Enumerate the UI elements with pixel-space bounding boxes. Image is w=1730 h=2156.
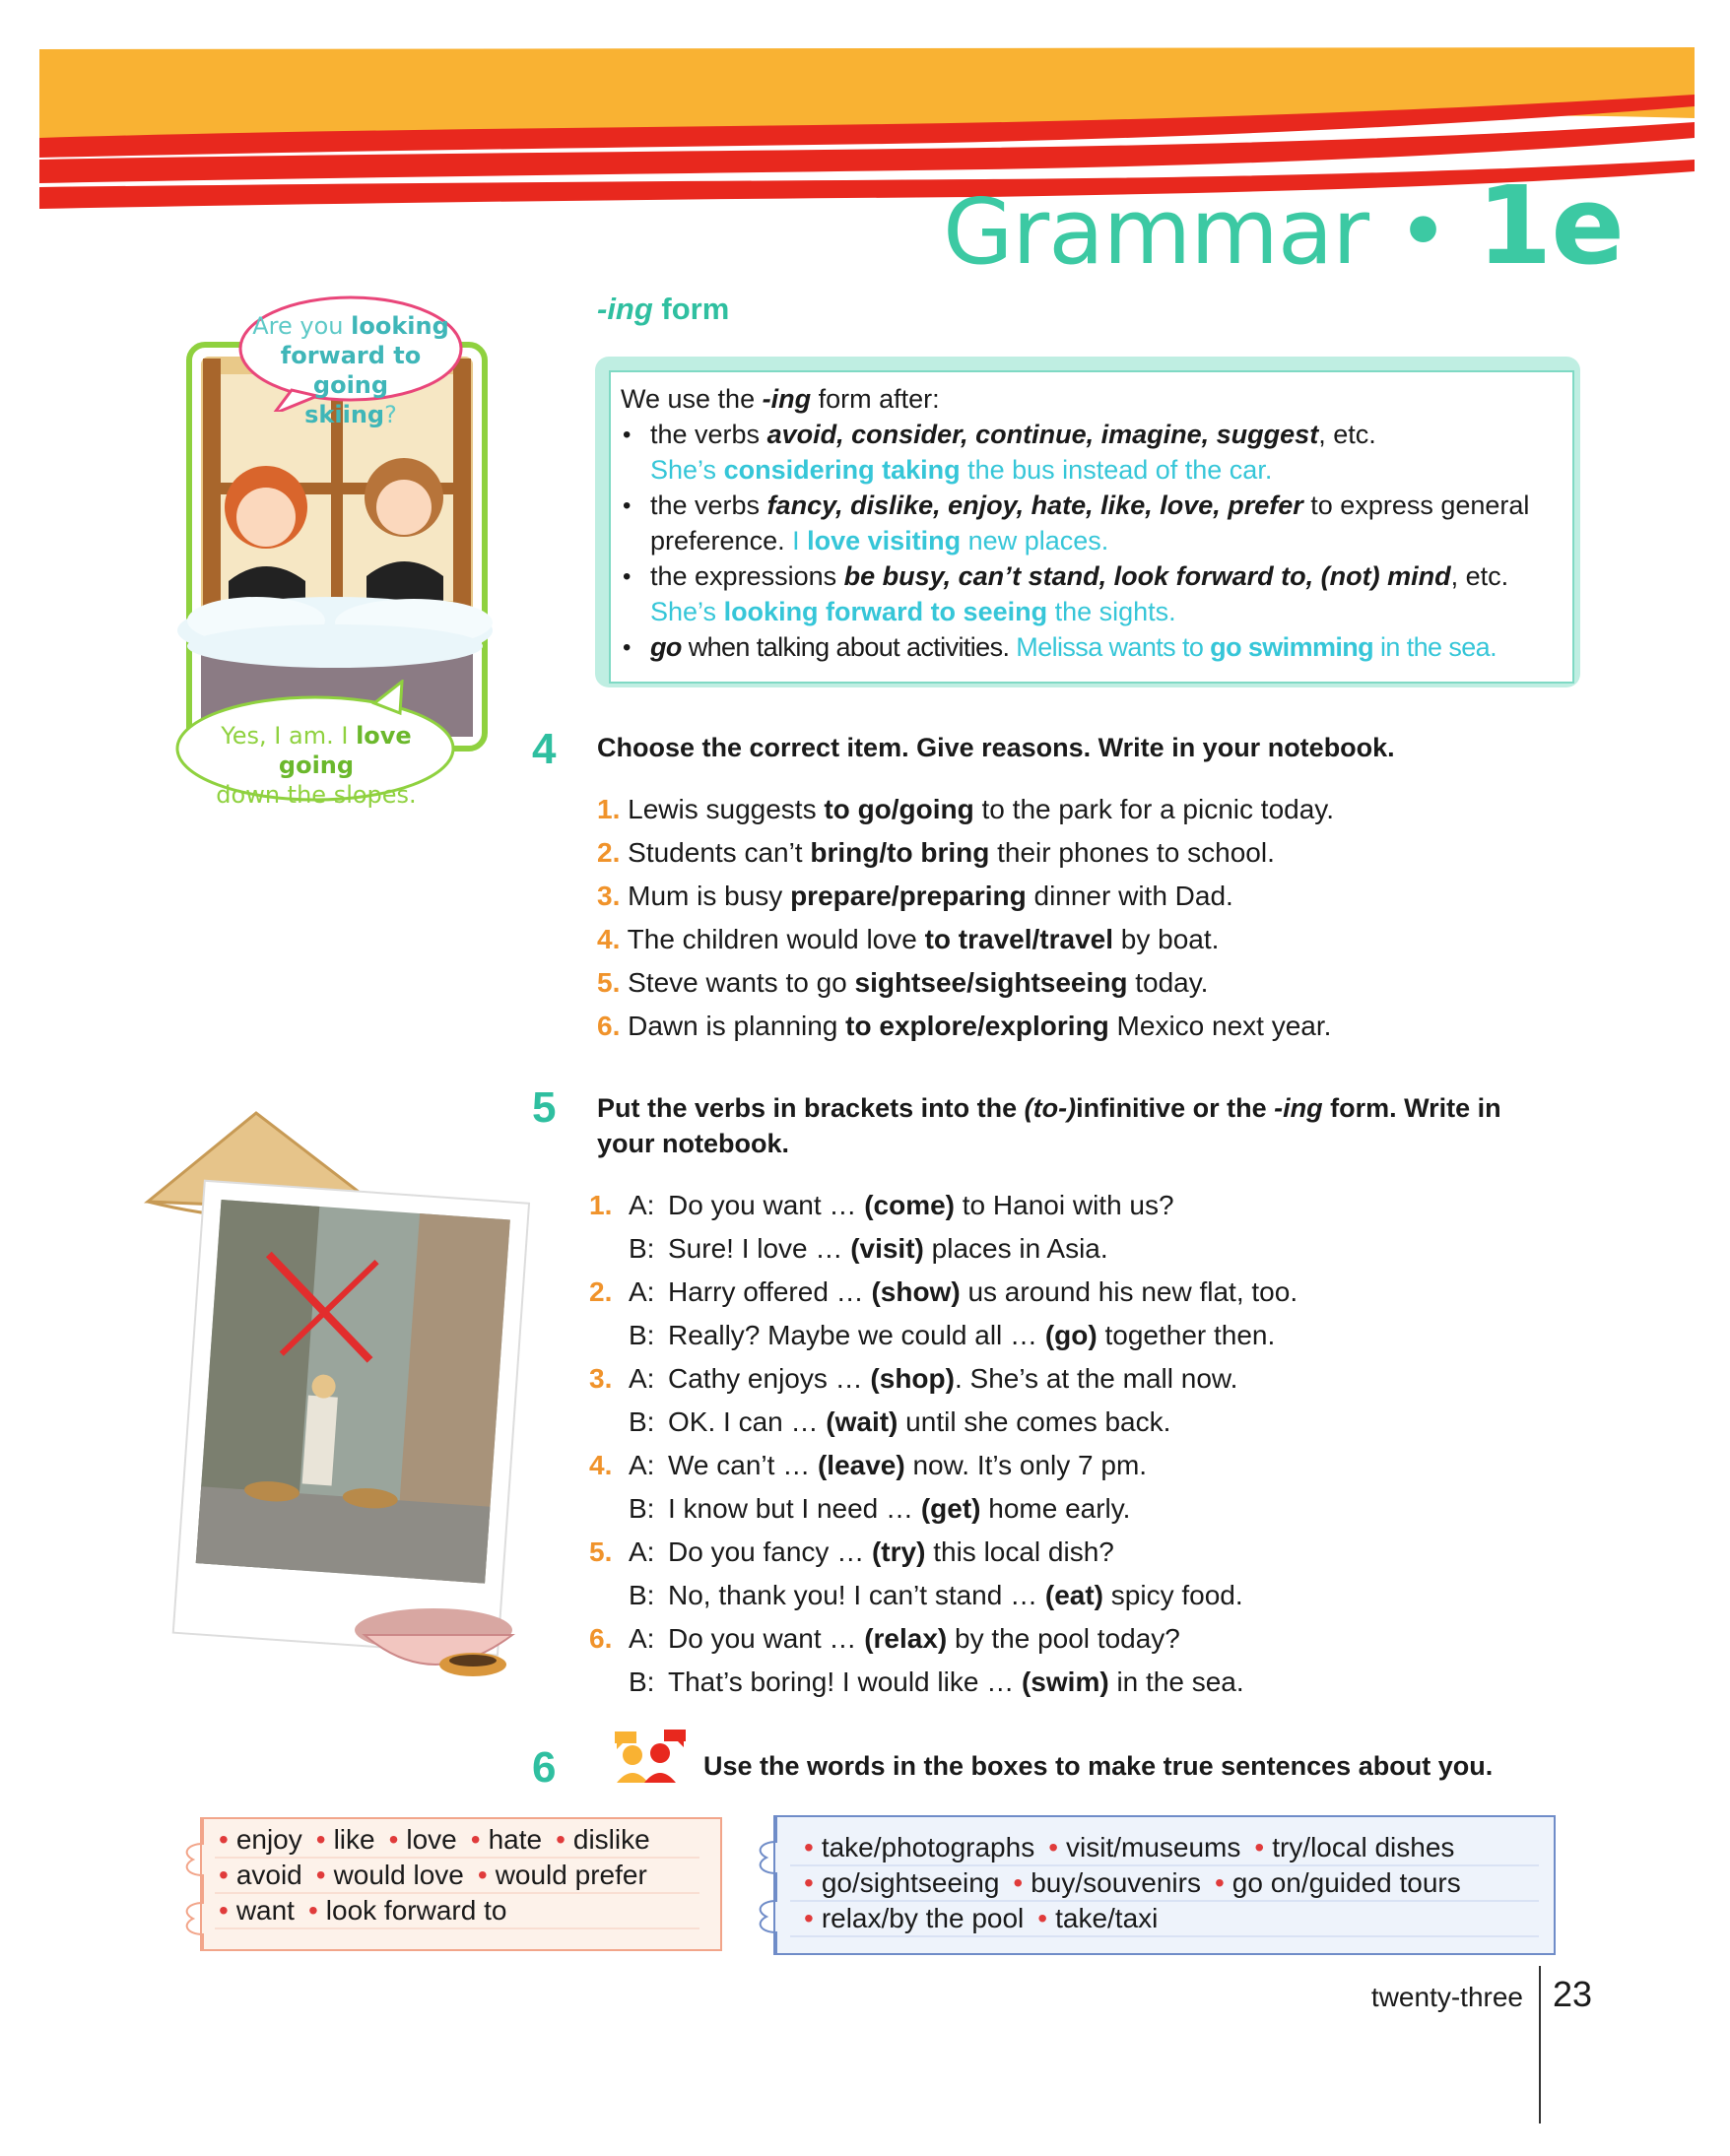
ex5-instr-c: infinitive or the — [1076, 1093, 1275, 1123]
pair-work-icon — [603, 1726, 701, 1785]
red-bullet: • — [219, 1860, 229, 1890]
line-text-a: We can’t … — [668, 1450, 818, 1480]
grammar-rule-2-cont — [650, 526, 1108, 556]
grammar-heading-rest: form — [652, 292, 730, 326]
exercise-4-instruction: Choose the correct item. Give reasons. Write in your notebook. — [597, 733, 1395, 762]
line-text — [668, 1320, 1275, 1351]
line-verb: (relax) — [864, 1623, 948, 1654]
page-number: 23 — [1553, 1974, 1593, 2014]
word-item: enjoy — [235, 1824, 302, 1855]
exercise-5-line — [589, 1536, 1574, 1576]
bullet-1: • — [623, 422, 632, 448]
exercise-5-line — [589, 1190, 1574, 1229]
exercise-4-item — [597, 881, 1233, 912]
item-text-a: Lewis suggests — [628, 794, 825, 824]
line-verb: (visit) — [850, 1233, 924, 1264]
item-text-c: their phones to school. — [989, 837, 1275, 868]
line-speaker: A: — [629, 1536, 655, 1567]
line-speaker: B: — [629, 1320, 655, 1350]
line-text — [668, 1276, 1298, 1308]
rule4-text: when talking about activities. — [681, 632, 1017, 662]
grammar-example-1 — [650, 455, 1272, 486]
ex2-b: love visiting — [807, 526, 962, 555]
bullet-3: • — [623, 563, 632, 590]
ex5-instr-a: Put the verbs in brackets into the — [597, 1093, 1025, 1123]
line-verb: (shop) — [870, 1363, 955, 1394]
exercise-5-number: 5 — [532, 1083, 557, 1132]
item-choice: prepare/preparing — [790, 881, 1027, 911]
item-choice: to explore/exploring — [845, 1011, 1109, 1041]
bubble-top-text-c: forward to going — [280, 342, 422, 399]
ex3-a: She’s — [650, 597, 724, 626]
item-text-a: Steve wants to go — [628, 967, 855, 998]
line-text-c: places in Asia. — [923, 1233, 1108, 1264]
line-speaker: B: — [629, 1493, 655, 1524]
line-number: 6. — [589, 1623, 613, 1654]
line-number: 2. — [589, 1276, 613, 1307]
hanoi-street-illustration — [138, 1103, 552, 1694]
exercise-6-number: 6 — [532, 1743, 557, 1792]
exercise-5-line — [589, 1493, 1574, 1533]
line-verb: (try) — [871, 1536, 926, 1567]
red-bullet: • — [307, 1895, 318, 1926]
line-text-c: this local dish? — [925, 1536, 1114, 1567]
title-dot: • — [1396, 179, 1449, 285]
grammar-rule-1 — [650, 420, 1376, 450]
line-text — [668, 1363, 1237, 1395]
item-number: 5. — [597, 967, 621, 998]
word-row — [804, 1832, 1454, 1863]
red-bullet: • — [804, 1903, 814, 1933]
red-bullet: • — [1013, 1867, 1024, 1898]
red-bullet: • — [556, 1824, 566, 1855]
word-item: try/local dishes — [1272, 1832, 1455, 1862]
line-speaker: B: — [629, 1580, 655, 1610]
red-bullet: • — [315, 1860, 326, 1890]
exercise-5-line — [589, 1320, 1574, 1359]
word-item: want — [235, 1895, 295, 1926]
word-row — [219, 1860, 647, 1891]
exercise-5-instruction-cont: your notebook. — [597, 1129, 789, 1158]
red-bullet: • — [1037, 1903, 1048, 1933]
exercise-4-item — [597, 967, 1208, 999]
line-verb: (come) — [864, 1190, 955, 1220]
grammar-box — [609, 370, 1574, 684]
line-verb: (show) — [871, 1276, 961, 1307]
line-speaker: A: — [629, 1363, 655, 1394]
word-item: relax/by the pool — [821, 1903, 1025, 1933]
grammar-example-3 — [650, 597, 1176, 627]
bubble-bottom-text-c: down the slopes. — [216, 781, 417, 809]
line-text-a: Do you want … — [668, 1623, 865, 1654]
line-verb: (get) — [920, 1493, 981, 1524]
red-bullet: • — [1048, 1832, 1059, 1862]
exercise-5-line — [589, 1233, 1574, 1273]
line-number: 5. — [589, 1536, 613, 1567]
word-item: hate — [488, 1824, 543, 1855]
line-text-a: No, thank you! I can’t stand … — [668, 1580, 1045, 1610]
item-number: 1. — [597, 794, 621, 824]
item-number: 6. — [597, 1011, 621, 1041]
line-verb: (eat) — [1044, 1580, 1103, 1610]
red-bullet: • — [1214, 1867, 1225, 1898]
exercise-5-line — [589, 1450, 1574, 1489]
line-text — [668, 1493, 1130, 1525]
line-text — [668, 1406, 1170, 1438]
red-bullet: • — [219, 1895, 229, 1926]
line-text-a: That’s boring! I would like … — [668, 1666, 1022, 1697]
word-item: would love — [333, 1860, 464, 1890]
ex2-a: I — [792, 526, 808, 555]
unit-code: 1e — [1476, 163, 1624, 289]
bullet-4: • — [623, 634, 632, 661]
page-number-words: twenty-three — [1370, 1982, 1523, 2012]
ex5-instr-d: -ing — [1274, 1093, 1323, 1123]
ex5-instr-b: (to-) — [1024, 1093, 1077, 1123]
rule2-verbs: fancy, dislike, enjoy, hate, like, love, prefer — [766, 490, 1303, 520]
exercise-4-item — [597, 794, 1334, 825]
line-text-a: I know but I need … — [668, 1493, 921, 1524]
bubble-top-text-b: looking — [351, 312, 449, 340]
line-number: 4. — [589, 1450, 613, 1480]
line-text-c: . She’s at the mall now. — [954, 1363, 1238, 1394]
exercise-5-line — [589, 1666, 1574, 1706]
rule1-b: , etc. — [1318, 420, 1376, 449]
item-choice: sightsee/sightseeing — [854, 967, 1128, 998]
line-speaker: B: — [629, 1233, 655, 1264]
word-item: go on/guided tours — [1231, 1867, 1461, 1898]
word-row — [804, 1903, 1158, 1934]
ex4-a: Melissa wants to — [1016, 632, 1211, 662]
red-bullet: • — [388, 1824, 399, 1855]
ex1-b: considering taking — [723, 455, 961, 485]
ex4-c: in the sea. — [1373, 632, 1497, 662]
ex4-b: go swimming — [1210, 632, 1374, 662]
item-text-c: by boat. — [1113, 924, 1220, 954]
intro-a: We use the — [621, 384, 763, 414]
word-item: love — [406, 1824, 457, 1855]
exercise-5-line — [589, 1276, 1574, 1316]
footer-divider — [1539, 1966, 1541, 2123]
red-bullet: • — [315, 1824, 326, 1855]
line-text-c: by the pool today? — [947, 1623, 1180, 1654]
item-text-a: Students can’t — [628, 837, 811, 868]
red-bullet: • — [804, 1867, 814, 1898]
ex2-c: new places. — [961, 526, 1109, 555]
grammar-intro — [621, 384, 940, 415]
word-item: like — [333, 1824, 375, 1855]
word-row — [219, 1895, 506, 1927]
rule3-a: the expressions — [650, 561, 844, 591]
item-text-a: Mum is busy — [628, 881, 791, 911]
line-text-c: now. It’s only 7 pm. — [904, 1450, 1148, 1480]
line-speaker: A: — [629, 1450, 655, 1480]
rule2-a: the verbs — [650, 490, 767, 520]
word-item: take/photographs — [821, 1832, 1035, 1862]
red-bullet: • — [470, 1824, 481, 1855]
item-text-c: dinner with Dad. — [1026, 881, 1233, 911]
red-bullet: • — [804, 1832, 814, 1862]
intro-b: -ing — [762, 384, 812, 414]
item-number: 2. — [597, 837, 621, 868]
bubble-top-text-e: ? — [384, 401, 397, 428]
exercise-4-item — [597, 837, 1275, 869]
item-choice: to travel/travel — [924, 924, 1114, 954]
rule2-b: to express general — [1302, 490, 1530, 520]
rule4-verb: go — [650, 632, 682, 662]
line-text — [668, 1450, 1147, 1481]
line-text-a: OK. I can … — [668, 1406, 827, 1437]
red-bullet: • — [477, 1860, 488, 1890]
speech-bubble-bottom — [187, 721, 445, 810]
word-item: go/sightseeing — [821, 1867, 1000, 1898]
line-speaker: A: — [629, 1623, 655, 1654]
line-text — [668, 1190, 1174, 1221]
item-text-a: The children would love — [627, 924, 925, 954]
red-bullet: • — [1254, 1832, 1265, 1862]
intro-c: form after: — [811, 384, 940, 414]
line-verb: (wait) — [826, 1406, 898, 1437]
line-verb: (go) — [1044, 1320, 1098, 1350]
speech-bubble-top — [246, 311, 455, 429]
ex1-a: She’s — [650, 455, 724, 485]
line-text-c: until she comes back. — [898, 1406, 1171, 1437]
grammar-heading — [597, 292, 729, 327]
word-item: dislike — [572, 1824, 650, 1855]
line-verb: (leave) — [817, 1450, 905, 1480]
line-text-c: us around his new flat, too. — [960, 1276, 1298, 1307]
item-number: 4. — [597, 924, 621, 954]
bubble-top-text-a: Are you — [252, 312, 352, 340]
rule1-a: the verbs — [650, 420, 767, 449]
item-choice: to go/going — [824, 794, 974, 824]
red-bullet: • — [219, 1824, 229, 1855]
rule2-c: preference. — [650, 526, 793, 555]
exercise-5-line — [589, 1363, 1574, 1403]
line-text-a: Do you fancy … — [668, 1536, 872, 1567]
line-number: 1. — [589, 1190, 613, 1220]
word-row — [804, 1867, 1461, 1899]
line-text-a: Do you want … — [668, 1190, 865, 1220]
ex3-b: looking forward to seeing — [723, 597, 1048, 626]
ex3-c: the sights. — [1047, 597, 1176, 626]
exercise-4-item — [597, 1011, 1331, 1042]
line-text — [668, 1536, 1114, 1568]
grammar-rule-4 — [650, 632, 1497, 663]
line-speaker: A: — [629, 1276, 655, 1307]
line-text-c: spicy food. — [1103, 1580, 1243, 1610]
line-text — [668, 1666, 1244, 1698]
grammar-heading-italic: -ing — [597, 292, 653, 326]
item-text-a: Dawn is planning — [628, 1011, 846, 1041]
section-name: Grammar — [943, 179, 1369, 285]
bullet-2: • — [623, 492, 632, 519]
word-row — [219, 1824, 650, 1856]
exercise-5-line — [589, 1406, 1574, 1446]
line-speaker: B: — [629, 1666, 655, 1697]
word-item: buy/souvenirs — [1031, 1867, 1201, 1898]
word-item: take/taxi — [1055, 1903, 1159, 1933]
exercise-5-line — [589, 1623, 1574, 1663]
line-text-a: Harry offered … — [668, 1276, 872, 1307]
line-text-a: Cathy enjoys … — [668, 1363, 871, 1394]
exercise-4-item — [597, 924, 1219, 955]
line-speaker: A: — [629, 1190, 655, 1220]
rule3-verbs: be busy, can’t stand, look forward to, (not) mind — [843, 561, 1451, 591]
word-item: look forward to — [325, 1895, 507, 1926]
exercise-5-line — [589, 1580, 1574, 1619]
bubble-top-text-d: skiing — [304, 401, 385, 428]
bubble-bottom-text-a: Yes, I am. I — [221, 722, 357, 750]
line-number: 3. — [589, 1363, 613, 1394]
line-text-c: to Hanoi with us? — [955, 1190, 1174, 1220]
page-title — [943, 163, 1624, 289]
line-text — [668, 1233, 1108, 1265]
word-item: visit/museums — [1066, 1832, 1241, 1862]
line-text-a: Really? Maybe we could all … — [668, 1320, 1045, 1350]
item-choice: bring/to bring — [810, 837, 990, 868]
item-text-c: to the park for a picnic today. — [973, 794, 1334, 824]
item-text-c: Mexico next year. — [1108, 1011, 1332, 1041]
exercise-6-instruction: Use the words in the boxes to make true sentences about you. — [703, 1751, 1494, 1781]
line-text-a: Sure! I love … — [668, 1233, 851, 1264]
word-item: avoid — [235, 1860, 302, 1890]
ex1-c: the bus instead of the car. — [960, 455, 1273, 485]
bubble-bottom-text-b: love going — [278, 722, 412, 779]
item-text-c: today. — [1127, 967, 1209, 998]
exercise-5-instruction — [597, 1093, 1501, 1124]
line-text — [668, 1580, 1243, 1611]
rule3-b: , etc. — [1450, 561, 1509, 591]
rule1-verbs: avoid, consider, continue, imagine, suggest — [766, 420, 1319, 449]
line-text-c: together then. — [1097, 1320, 1276, 1350]
item-number: 3. — [597, 881, 621, 911]
word-item: would prefer — [495, 1860, 647, 1890]
line-text-c: home early. — [980, 1493, 1131, 1524]
grammar-rule-3 — [650, 561, 1508, 592]
grammar-rule-2 — [650, 490, 1529, 521]
line-text-c: in the sea. — [1108, 1666, 1244, 1697]
line-verb: (swim) — [1021, 1666, 1109, 1697]
line-speaker: B: — [629, 1406, 655, 1437]
exercise-4-number: 4 — [532, 725, 557, 773]
ex5-instr-e: form. Write in — [1322, 1093, 1501, 1123]
line-text — [668, 1623, 1180, 1655]
